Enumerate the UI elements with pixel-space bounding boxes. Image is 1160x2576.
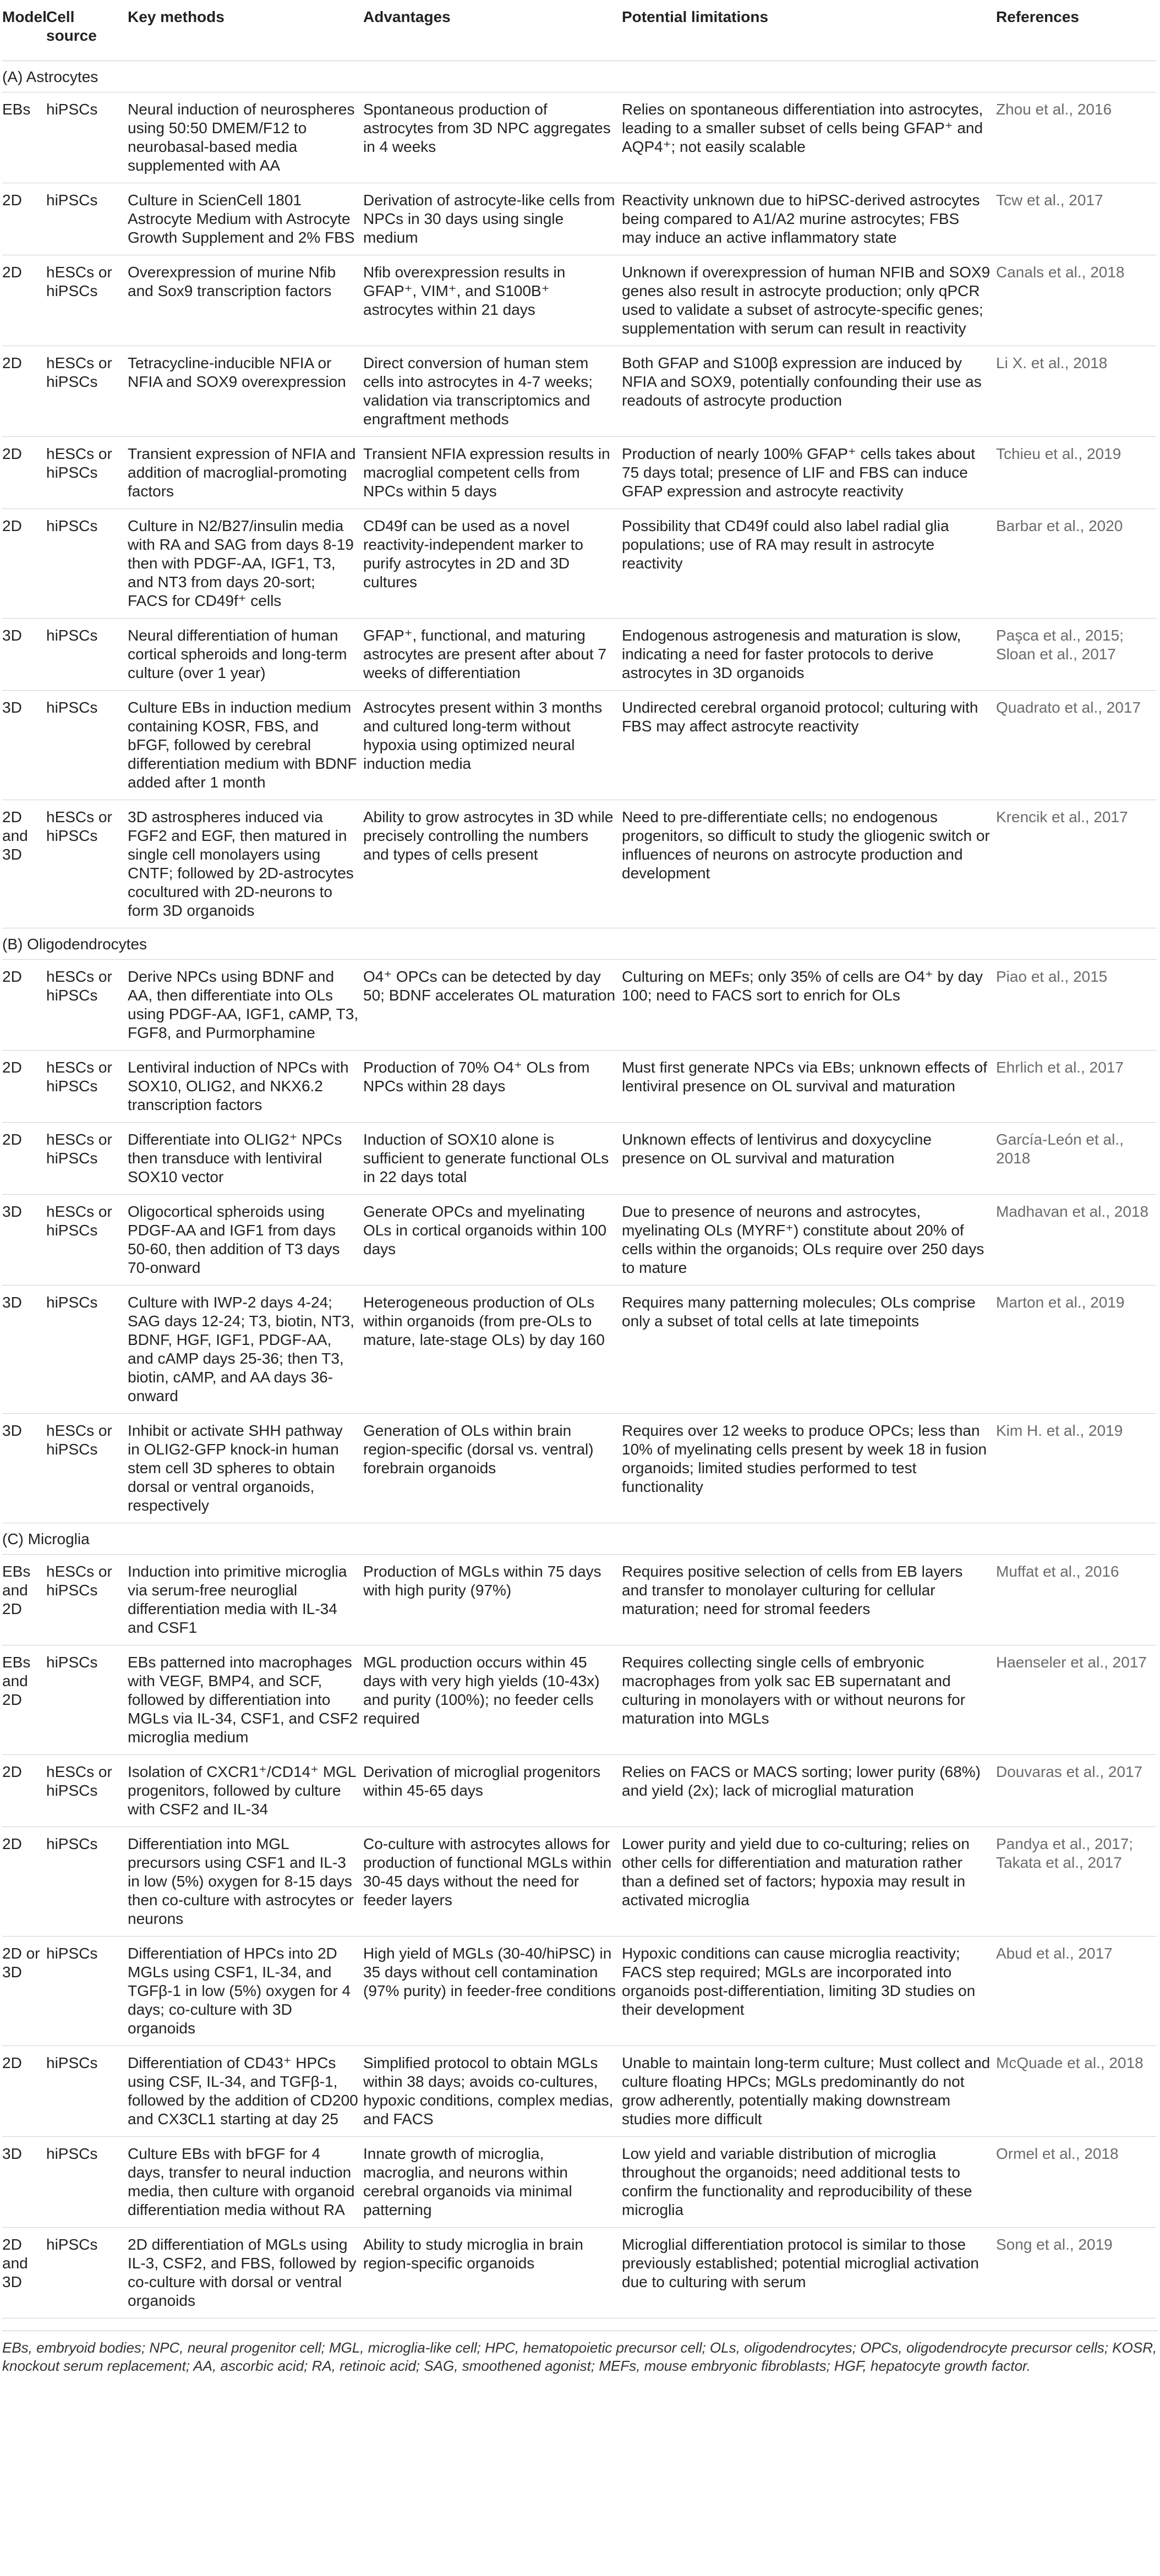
cell-source: hiPSCs [46,1937,128,2046]
cell-source: hiPSCs [46,1286,128,1414]
cell-reference: Douvaras et al., 2017 [996,1755,1157,1827]
cell-advantages: O4⁺ OPCs can be detected by day 50; BDNF accelerates OL maturation [363,960,622,1051]
cell-reference: Barbar et al., 2020 [996,509,1157,619]
cell-source: hiPSCs [46,92,128,183]
cell-source: hiPSCs [46,2137,128,2228]
header-potential-limitations: Potential limitations [622,0,996,61]
cell-advantages: Derivation of microglial progenitors within 45-65 days [363,1755,622,1827]
table-row [2,92,1157,183]
cell-limitations: Requires many patterning molecules; OLs comprise only a subset of total cells at late timepoints [622,1286,996,1414]
cell-reference: Kim H. et al., 2019 [996,1414,1157,1523]
cell-key-methods: Induction into primitive microglia via serum-free neuroglial differentiation media with IL-34 and CSF1 [128,1555,363,1645]
cell-key-methods: Tetracycline-inducible NFIA or NFIA and SOX9 overexpression [128,346,363,437]
header-advantages: Advantages [363,0,622,61]
cell-key-methods: Differentiation into MGL precursors using CSF1 and IL-3 in low (5%) oxygen for 8-15 days then co-culture with astrocytes or neurons [128,1827,363,1937]
cell-key-methods: Oligocortical spheroids using PDGF-AA and IGF1 from days 50-60, then addition of T3 days 70-onward [128,1195,363,1286]
cell-limitations: Need to pre-differentiate cells; no endogenous progenitors, so difficult to study the gliogenic switch or influences of neurons on astrocyte production and development [622,800,996,928]
cell-key-methods: EBs patterned into macrophages with VEGF, BMP4, and SCF, followed by differentiation into MGLs via IL-34, CSF1, and CSF2 microglia medium [128,1645,363,1755]
cell-reference: Quadrato et al., 2017 [996,691,1157,800]
cell-advantages: CD49f can be used as a novel reactivity-independent marker to purify astrocytes in 2D and 3D cultures [363,509,622,619]
cell-key-methods: Inhibit or activate SHH pathway in OLIG2-GFP knock-in human stem cell 3D spheres to obtain dorsal or ventral organoids, respectively [128,1414,363,1523]
cell-limitations: Requires over 12 weeks to produce OPCs; less than 10% of myelinating cells present by week 18 in fusion organoids; limited studies performed to test functionality [622,1414,996,1523]
cell-limitations: Relies on spontaneous differentiation into astrocytes, leading to a smaller subset of cells being GFAP⁺ and AQP4⁺; not easily scalable [622,92,996,183]
cell-limitations: Relies on FACS or MACS sorting; lower purity (68%) and yield (2x); lack of microglial maturation [622,1755,996,1827]
cell-model: 3D [2,691,46,800]
cell-advantages: Induction of SOX10 alone is sufficient to generate functional OLs in 22 days total [363,1123,622,1195]
table-row [2,800,1157,928]
cell-reference: Piao et al., 2015 [996,960,1157,1051]
cell-advantages: Co-culture with astrocytes allows for production of functional MGLs within 30-45 days without the need for feeder layers [363,1827,622,1937]
cell-model: 2D [2,2046,46,2137]
cell-key-methods: 3D astrospheres induced via FGF2 and EGF, then matured in single cell monolayers using CNTF; followed by 2D-astrocytes cocultured with 2D-neurons to form 3D organoids [128,800,363,928]
cell-limitations: Possibility that CD49f could also label radial glia populations; use of RA may result in astrocyte reactivity [622,509,996,619]
cell-reference: García-León et al., 2018 [996,1123,1157,1195]
cell-model: 2D and 3D [2,2228,46,2318]
section-title: (B) Oligodendrocytes [2,928,1157,960]
cell-key-methods: Neural differentiation of human cortical spheroids and long-term culture (over 1 year) [128,619,363,691]
table-row [2,1937,1157,2046]
cell-model: EBs [2,92,46,183]
cell-advantages: MGL production occurs within 45 days with very high yields (10-43x) and purity (100%); no feeder cells required [363,1645,622,1755]
cell-limitations: Due to presence of neurons and astrocytes, myelinating OLs (MYRF⁺) constitute about 20% of cells within the organoids; OLs require over 250 days to mature [622,1195,996,1286]
cell-advantages: Transient NFIA expression results in macroglial competent cells from NPCs within 5 days [363,437,622,509]
cell-source: hESCs or hiPSCs [46,1051,128,1123]
cell-reference: Tchieu et al., 2019 [996,437,1157,509]
cell-reference: Muffat et al., 2016 [996,1555,1157,1645]
cell-reference: Ormel et al., 2018 [996,2137,1157,2228]
table-row [2,2137,1157,2228]
cell-source: hiPSCs [46,619,128,691]
cell-limitations: Lower purity and yield due to co-culturing; relies on other cells for differentiation and maturation rather than a defined set of factors; hypoxia may result in activated microglia [622,1827,996,1937]
cell-advantages: Derivation of astrocyte-like cells from NPCs in 30 days using single medium [363,183,622,255]
cell-model: 2D or 3D [2,1937,46,2046]
cell-model: 2D [2,346,46,437]
cell-advantages: Spontaneous production of astrocytes from 3D NPC aggregates in 4 weeks [363,92,622,183]
header-key-methods: Key methods [128,0,363,61]
cell-source: hiPSCs [46,183,128,255]
cell-key-methods: Differentiation of HPCs into 2D MGLs using CSF1, IL-34, and TGFβ-1 in low (5%) oxygen for 4 days; co-culture with 3D organoids [128,1937,363,2046]
cell-advantages: Production of MGLs within 75 days with high purity (97%) [363,1555,622,1645]
section-row [2,1523,1157,1555]
cell-limitations: Reactivity unknown due to hiPSC-derived astrocytes being compared to A1/A2 murine astrocytes; FBS may induce an active inflammatory state [622,183,996,255]
cell-limitations: Requires positive selection of cells from EB layers and transfer to monolayer culturing for cellular maturation; need for stromal feeders [622,1555,996,1645]
cell-source: hESCs or hiPSCs [46,1755,128,1827]
cell-model: 2D [2,1051,46,1123]
cell-key-methods: Culture with IWP-2 days 4-24; SAG days 12-24; T3, biotin, NT3, BDNF, HGF, IGF1, PDGF-AA, and cAMP days 25-36; then T3, biotin, cAMP, and AA days 36-onward [128,1286,363,1414]
cell-reference: Madhavan et al., 2018 [996,1195,1157,1286]
cell-reference: McQuade et al., 2018 [996,2046,1157,2137]
cell-limitations: Production of nearly 100% GFAP⁺ cells takes about 75 days total; presence of LIF and FBS can induce GFAP expression and astrocyte reactivity [622,437,996,509]
table-body [2,61,1157,2318]
cell-reference: Ehrlich et al., 2017 [996,1051,1157,1123]
cell-limitations: Must first generate NPCs via EBs; unknown effects of lentiviral presence on OL survival and maturation [622,1051,996,1123]
cell-limitations: Endogenous astrogenesis and maturation is slow, indicating a need for faster protocols to derive astrocytes in 3D organoids [622,619,996,691]
cell-model: 3D [2,1414,46,1523]
cell-reference: Song et al., 2019 [996,2228,1157,2318]
cell-model: EBs and 2D [2,1645,46,1755]
cell-model: 2D [2,437,46,509]
cell-reference: Paşca et al., 2015; Sloan et al., 2017 [996,619,1157,691]
table-row [2,509,1157,619]
cell-key-methods: Lentiviral induction of NPCs with SOX10, OLIG2, and NKX6.2 transcription factors [128,1051,363,1123]
cell-key-methods: Transient expression of NFIA and addition of macroglial-promoting factors [128,437,363,509]
header-cell-source: Cell source [46,0,128,61]
cell-source: hESCs or hiPSCs [46,346,128,437]
cell-limitations: Unable to maintain long-term culture; Must collect and culture floating HPCs; MGLs predominantly do not grow adherently, potentially making downstream studies more difficult [622,2046,996,2137]
cell-reference: Tcw et al., 2017 [996,183,1157,255]
cell-source: hESCs or hiPSCs [46,960,128,1051]
header-model: Model [2,0,46,61]
cell-reference: Zhou et al., 2016 [996,92,1157,183]
table-row [2,1286,1157,1414]
cell-key-methods: 2D differentiation of MGLs using IL-3, CSF2, and FBS, followed by co-culture with dorsal or ventral organoids [128,2228,363,2318]
table-row [2,1195,1157,1286]
cell-source: hiPSCs [46,2228,128,2318]
cell-key-methods: Culture in N2/B27/insulin media with RA and SAG from days 8-19 then with PDGF-AA, IGF1, T3, and NT3 from days 20-sort; FACS for CD49f⁺ cells [128,509,363,619]
table-row [2,1555,1157,1645]
cell-limitations: Unknown if overexpression of human NFIB and SOX9 genes also result in astrocyte production; only qPCR used to validate a subset of astrocyte-specific genes; supplementation with serum can result in reactivity [622,255,996,346]
table-row [2,619,1157,691]
cell-advantages: Ability to grow astrocytes in 3D while precisely controlling the numbers and types of cells present [363,800,622,928]
cell-limitations: Low yield and variable distribution of microglia throughout the organoids; need additional tests to confirm the functionality and reproducibility of these microglia [622,2137,996,2228]
cell-key-methods: Culture in ScienCell 1801 Astrocyte Medium with Astrocyte Growth Supplement and 2% FBS [128,183,363,255]
cell-advantages: Innate growth of microglia, macroglia, and neurons within cerebral organoids via minimal patterning [363,2137,622,2228]
cell-advantages: Heterogeneous production of OLs within organoids (from pre-OLs to mature, late-stage OLs) by day 160 [363,1286,622,1414]
table-row [2,1755,1157,1827]
cell-model: 2D [2,509,46,619]
cell-key-methods: Neural induction of neurospheres using 50:50 DMEM/F12 to neurobasal-based media supplemented with AA [128,92,363,183]
cell-model: 2D [2,1123,46,1195]
header-references: References [996,0,1157,61]
cell-reference: Marton et al., 2019 [996,1286,1157,1414]
cell-source: hESCs or hiPSCs [46,437,128,509]
section-title: (C) Microglia [2,1523,1157,1555]
cell-key-methods: Differentiate into OLIG2⁺ NPCs then transduce with lentiviral SOX10 vector [128,1123,363,1195]
cell-model: 3D [2,2137,46,2228]
cell-model: 2D [2,960,46,1051]
cell-advantages: Direct conversion of human stem cells into astrocytes in 4-7 weeks; validation via transcriptomics and engraftment methods [363,346,622,437]
cell-reference: Haenseler et al., 2017 [996,1645,1157,1755]
cell-reference: Abud et al., 2017 [996,1937,1157,2046]
section-row [2,61,1157,92]
cell-limitations: Requires collecting single cells of embryonic macrophages from yolk sac EB supernatant and culturing in monolayers with or without neurons for maturation into MGLs [622,1645,996,1755]
cell-limitations: Microglial differentiation protocol is similar to those previously established; potential microglial activation due to culturing with serum [622,2228,996,2318]
cell-model: 3D [2,1286,46,1414]
cell-model: EBs and 2D [2,1555,46,1645]
table-row [2,183,1157,255]
table-row [2,2228,1157,2318]
cell-advantages: Astrocytes present within 3 months and cultured long-term without hypoxia using optimized neural induction media [363,691,622,800]
cell-reference: Canals et al., 2018 [996,255,1157,346]
cell-advantages: Production of 70% O4⁺ OLs from NPCs within 28 days [363,1051,622,1123]
cell-source: hiPSCs [46,509,128,619]
cell-key-methods: Overexpression of murine Nfib and Sox9 transcription factors [128,255,363,346]
cell-model: 2D [2,183,46,255]
cell-advantages: Simplified protocol to obtain MGLs within 38 days; avoids co-cultures, hypoxic conditions, complex medias, and FACS [363,2046,622,2137]
table-row [2,1645,1157,1755]
abbreviations-footnote: EBs, embryoid bodies; NPC, neural progenitor cell; MGL, microglia-like cell; HPC, hematopoietic precursor cell; OLs, oligodendrocytes; OPCs, oligodendrocyte precursor cells; KOSR, knockout serum replacement; AA, ascorbic acid; RA, retinoic acid; SAG, smoothened agonist; MEFs, mouse embryonic fibroblasts; HGF, hepatocyte growth factor. [2,2331,1158,2375]
cell-source: hESCs or hiPSCs [46,1414,128,1523]
header-row [2,0,1157,61]
cell-key-methods: Culture EBs in induction medium containing KOSR, FBS, and bFGF, followed by cerebral differentiation medium with BDNF added after 1 month [128,691,363,800]
comparison-table [2,0,1157,2318]
table-header [2,0,1157,61]
cell-advantages: Generation of OLs within brain region-specific (dorsal vs. ventral) forebrain organoids [363,1414,622,1523]
cell-advantages: Nfib overexpression results in GFAP⁺, VIM⁺, and S100B⁺ astrocytes within 21 days [363,255,622,346]
table-row [2,437,1157,509]
section-row [2,928,1157,960]
cell-advantages: GFAP⁺, functional, and maturing astrocytes are present after about 7 weeks of differentiation [363,619,622,691]
table-row [2,346,1157,437]
section-title: (A) Astrocytes [2,61,1157,92]
cell-limitations: Culturing on MEFs; only 35% of cells are O4⁺ by day 100; need to FACS sort to enrich for OLs [622,960,996,1051]
cell-model: 3D [2,619,46,691]
table-row [2,1051,1157,1123]
cell-limitations: Undirected cerebral organoid protocol; culturing with FBS may affect astrocyte reactivity [622,691,996,800]
table-row [2,255,1157,346]
table-row [2,960,1157,1051]
cell-reference: Li X. et al., 2018 [996,346,1157,437]
cell-model: 3D [2,1195,46,1286]
cell-source: hESCs or hiPSCs [46,1195,128,1286]
table-row [2,1827,1157,1937]
cell-source: hiPSCs [46,691,128,800]
cell-key-methods: Culture EBs with bFGF for 4 days, transfer to neural induction media, then culture with organoid differentiation media without RA [128,2137,363,2228]
cell-reference: Pandya et al., 2017; Takata et al., 2017 [996,1827,1157,1937]
cell-source: hESCs or hiPSCs [46,800,128,928]
cell-limitations: Both GFAP and S100β expression are induced by NFIA and SOX9, potentially confounding their use as readouts of astrocyte production [622,346,996,437]
cell-source: hESCs or hiPSCs [46,1555,128,1645]
cell-source: hiPSCs [46,1645,128,1755]
cell-model: 2D [2,1755,46,1827]
cell-advantages: Generate OPCs and myelinating OLs in cortical organoids within 100 days [363,1195,622,1286]
cell-source: hESCs or hiPSCs [46,1123,128,1195]
table-row [2,1123,1157,1195]
cell-limitations: Unknown effects of lentivirus and doxycycline presence on OL survival and maturation [622,1123,996,1195]
cell-reference: Krencik et al., 2017 [996,800,1157,928]
table-row [2,691,1157,800]
cell-source: hiPSCs [46,2046,128,2137]
cell-key-methods: Isolation of CXCR1⁺/CD14⁺ MGL progenitors, followed by culture with CSF2 and IL-34 [128,1755,363,1827]
cell-model: 2D and 3D [2,800,46,928]
cell-model: 2D [2,1827,46,1937]
cell-key-methods: Differentiation of CD43⁺ HPCs using CSF, IL-34, and TGFβ-1, followed by the addition of CD200 and CX3CL1 starting at day 25 [128,2046,363,2137]
table-row [2,2046,1157,2137]
cell-key-methods: Derive NPCs using BDNF and AA, then differentiate into OLs using PDGF-AA, IGF1, cAMP, T3, FGF8, and Purmorphamine [128,960,363,1051]
cell-advantages: High yield of MGLs (30-40/hiPSC) in 35 days without cell contamination (97% purity) in feeder-free conditions [363,1937,622,2046]
cell-limitations: Hypoxic conditions can cause microglia reactivity; FACS step required; MGLs are incorporated into organoids post-differentiation, limiting 3D studies on their development [622,1937,996,2046]
table-row [2,1414,1157,1523]
cell-source: hESCs or hiPSCs [46,255,128,346]
cell-model: 2D [2,255,46,346]
cell-advantages: Ability to study microglia in brain region-specific organoids [363,2228,622,2318]
cell-source: hiPSCs [46,1827,128,1937]
